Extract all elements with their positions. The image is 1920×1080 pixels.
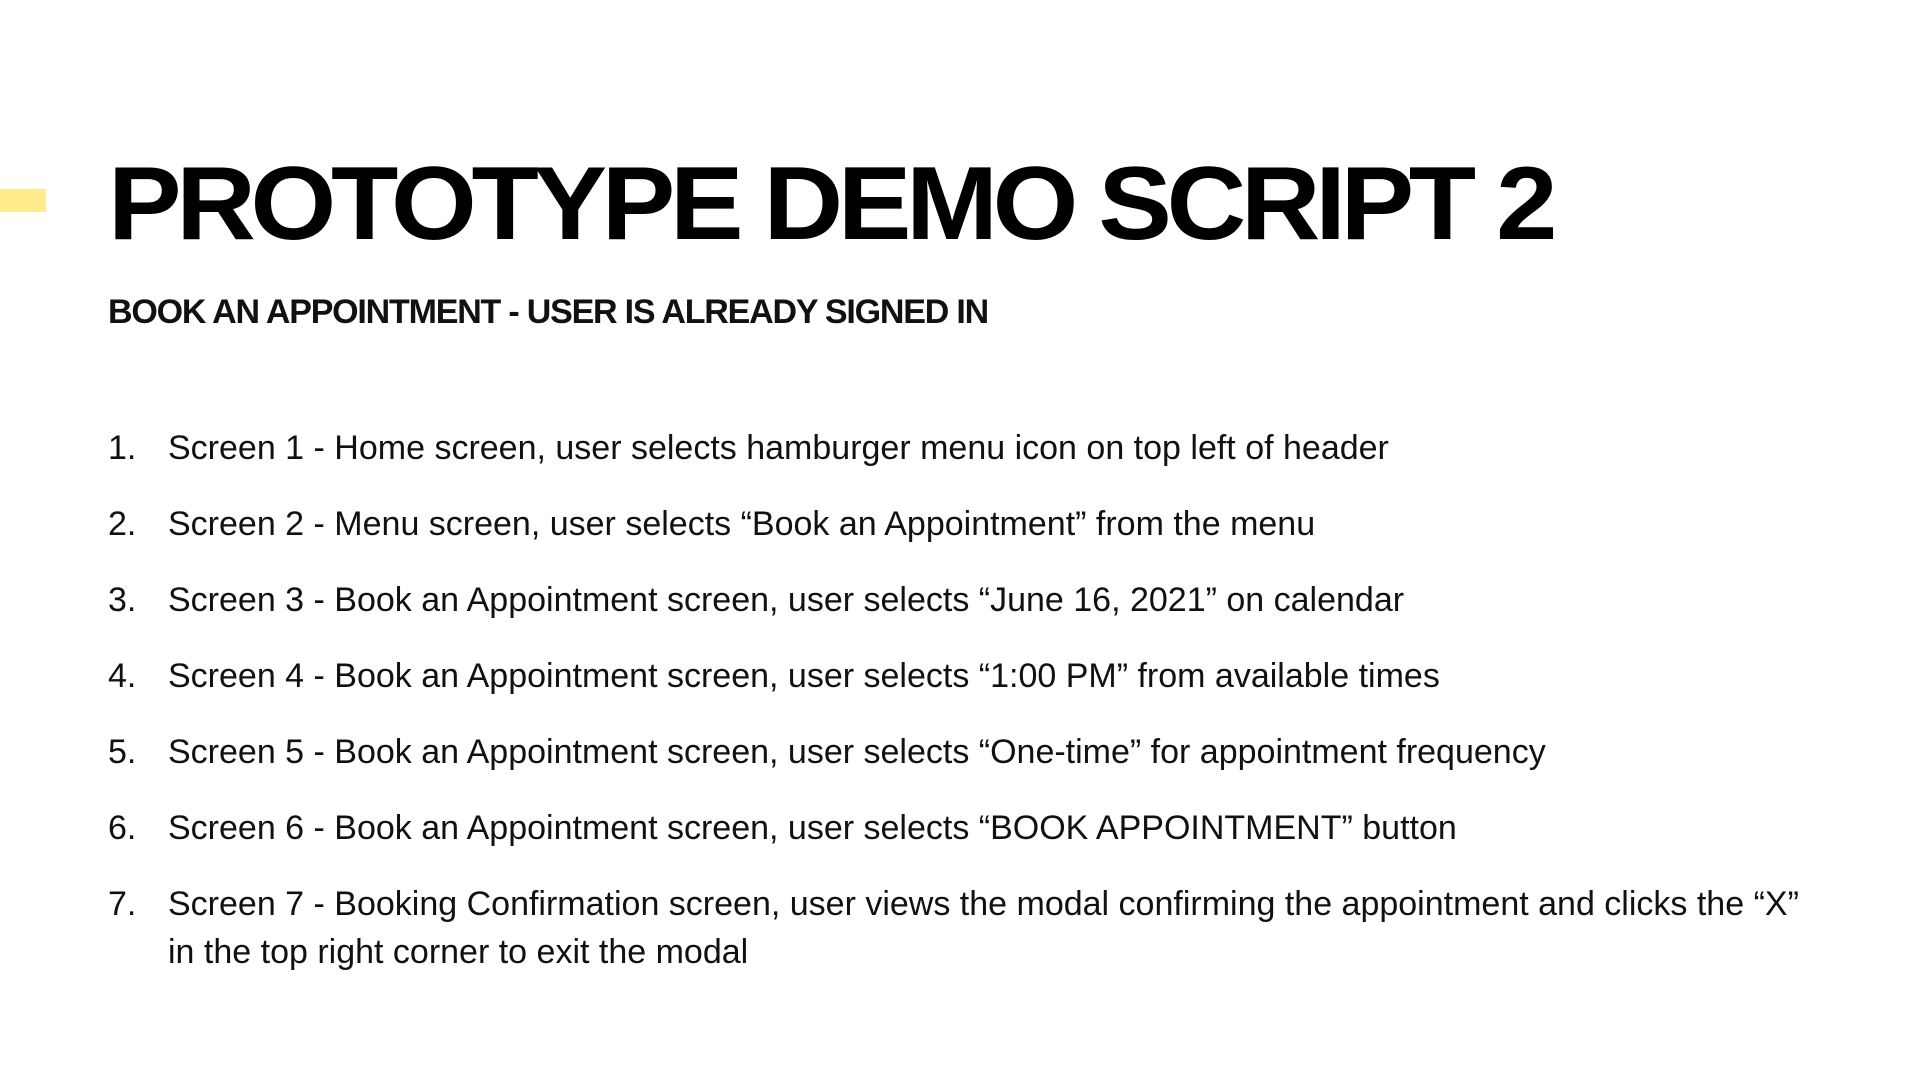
- list-item: [108, 728, 1828, 776]
- step-number: 3.: [108, 581, 137, 619]
- steps-list: [108, 424, 1828, 1004]
- step-text: Screen 2 - Menu screen, user selects “Book an Appointment” from the menu: [168, 505, 1316, 543]
- step-number: 6.: [108, 809, 137, 847]
- list-item: [108, 880, 1828, 976]
- step-text: Screen 7 - Booking Confirmation screen, user views the modal confirming the appointment and clicks the “X” in the top right corner to exit the modal: [168, 885, 1799, 971]
- step-number: 1.: [108, 429, 137, 467]
- step-number: 7.: [108, 885, 137, 923]
- step-number: 2.: [108, 505, 137, 543]
- list-item: [108, 424, 1828, 472]
- step-text: Screen 6 - Book an Appointment screen, user selects “BOOK APPOINTMENT” button: [168, 809, 1457, 847]
- step-text: Screen 4 - Book an Appointment screen, user selects “1:00 PM” from available times: [168, 657, 1440, 695]
- step-number: 5.: [108, 733, 137, 771]
- slide-title: PROTOTYPE DEMO SCRIPT 2: [108, 146, 1553, 262]
- slide-subtitle: BOOK AN APPOINTMENT - USER IS ALREADY SIGNED IN: [108, 293, 988, 331]
- step-text: Screen 3 - Book an Appointment screen, user selects “June 16, 2021” on calendar: [168, 581, 1405, 619]
- list-item: [108, 500, 1828, 548]
- list-item: [108, 652, 1828, 700]
- accent-bar: [0, 189, 46, 212]
- step-number: 4.: [108, 657, 137, 695]
- step-text: Screen 1 - Home screen, user selects hamburger menu icon on top left of header: [168, 429, 1389, 467]
- list-item: [108, 804, 1828, 852]
- step-text: Screen 5 - Book an Appointment screen, user selects “One-time” for appointment frequency: [168, 733, 1546, 771]
- list-item: [108, 576, 1828, 624]
